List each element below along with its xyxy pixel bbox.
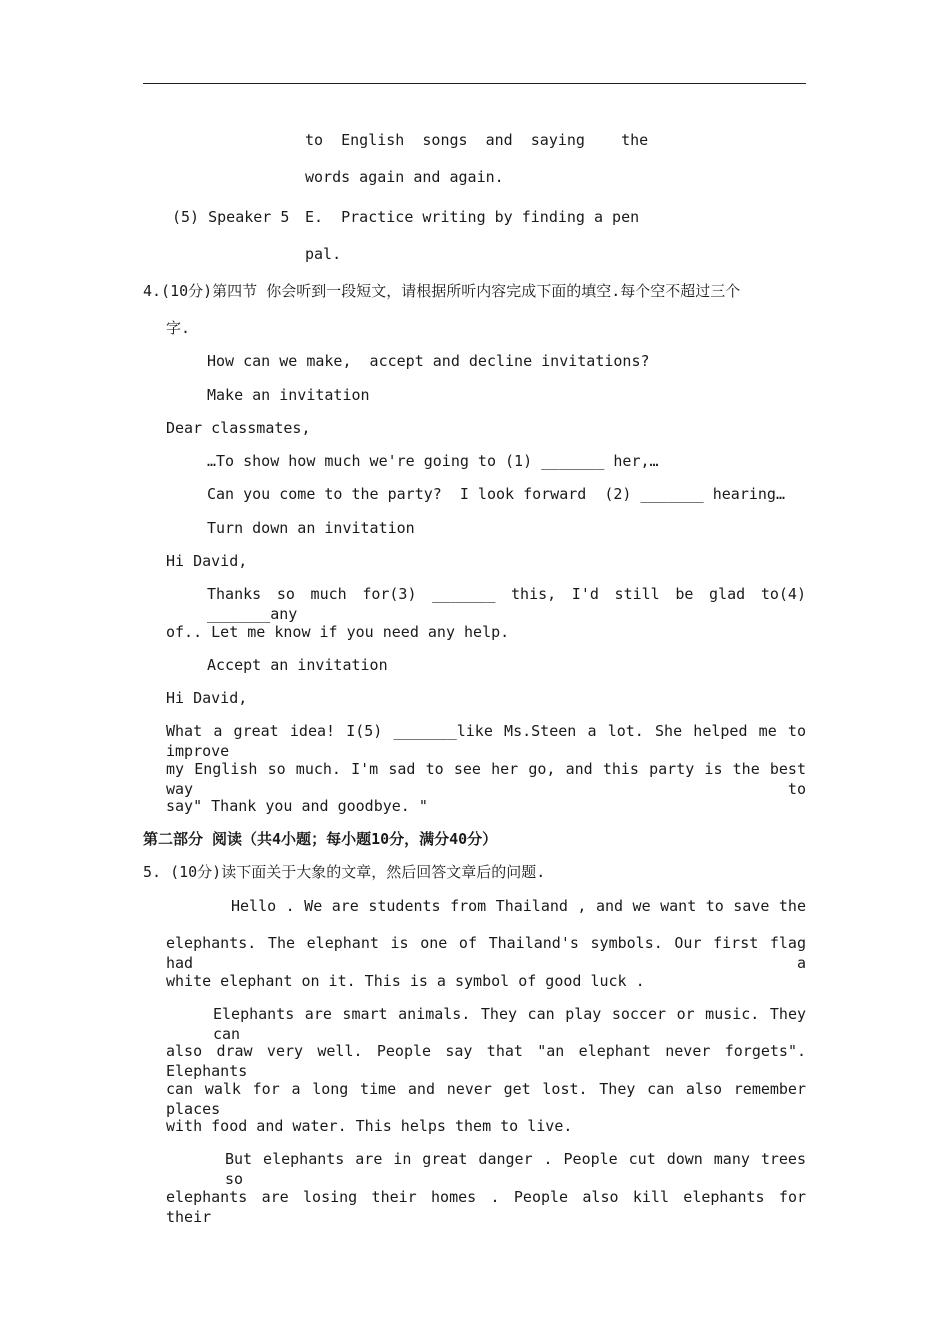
q4-section-turn: Turn down an invitation xyxy=(207,519,415,537)
table-row5-line-2: pal. xyxy=(305,245,342,263)
q4-accept-line-2: my English so much. I'm sad to see her go, and this party is the best way to xyxy=(166,760,806,798)
q4-prompt: How can we make, accept and decline invitations? xyxy=(207,352,650,370)
q4-heading: 4.(10分)第四节 你会听到一段短文，请根据所听内容完成下面的填空.每个空不超过三个 xyxy=(143,282,741,300)
q5-p1-line-1: Hello . We are students from Thailand , and we want to save the xyxy=(231,897,806,915)
header-rule xyxy=(143,83,806,84)
q4-make-line-1: …To show how much we're going to (1) _______ her,… xyxy=(207,452,659,470)
table-continued-line-1: to English songs and saying the xyxy=(305,131,649,149)
q5-p1-line-3: white elephant on it. This is a symbol of good luck . xyxy=(166,972,645,990)
q5-p3-line-2: elephants are losing their homes . People also kill elephants for their xyxy=(166,1188,806,1226)
q5-heading: 5. (10分)读下面关于大象的文章，然后回答文章后的问题. xyxy=(143,863,546,881)
part2-heading: 第二部分 阅读（共4小题；每小题10分，满分40分） xyxy=(143,830,498,848)
q4-accept-line-3: say" Thank you and goodbye. " xyxy=(166,797,428,815)
q4-greeting-3: Hi David, xyxy=(166,689,248,707)
q4-section-make: Make an invitation xyxy=(207,386,370,404)
q4-greeting-1: Dear classmates, xyxy=(166,419,311,437)
q5-p2-line-3: can walk for a long time and never get lost. They can also remember places xyxy=(166,1080,806,1118)
q4-make-line-2: Can you come to the party? I look forward (2) _______ hearing… xyxy=(207,485,785,503)
q5-p2-line-1: Elephants are smart animals. They can play soccer or music. They can xyxy=(213,1005,806,1043)
q5-p1-line-2: elephants. The elephant is one of Thailand's symbols. Our first flag had a xyxy=(166,934,806,972)
q4-heading-cont: 字. xyxy=(166,319,191,337)
q4-turn-line-2: of.. Let me know if you need any help. xyxy=(166,623,510,641)
q5-p2-line-2: also draw very well. People say that "an elephant never forgets". Elephants xyxy=(166,1042,806,1080)
q4-turn-line-1: Thanks so much for(3) _______ this, I'd still be glad to(4) _______any xyxy=(207,585,806,623)
q5-p2-line-4: with food and water. This helps them to live. xyxy=(166,1117,573,1135)
table-row5-line-1: E. Practice writing by finding a pen xyxy=(305,208,640,226)
table-continued-line-2: words again and again. xyxy=(305,168,504,186)
q4-greeting-2: Hi David, xyxy=(166,552,248,570)
q4-accept-line-1: What a great idea! I(5) _______like Ms.Steen a lot. She helped me to improve xyxy=(166,722,806,760)
q4-section-accept: Accept an invitation xyxy=(207,656,388,674)
table-row5-label: (5) Speaker 5 xyxy=(172,208,290,226)
q5-p3-line-1: But elephants are in great danger . People cut down many trees so xyxy=(225,1150,806,1188)
